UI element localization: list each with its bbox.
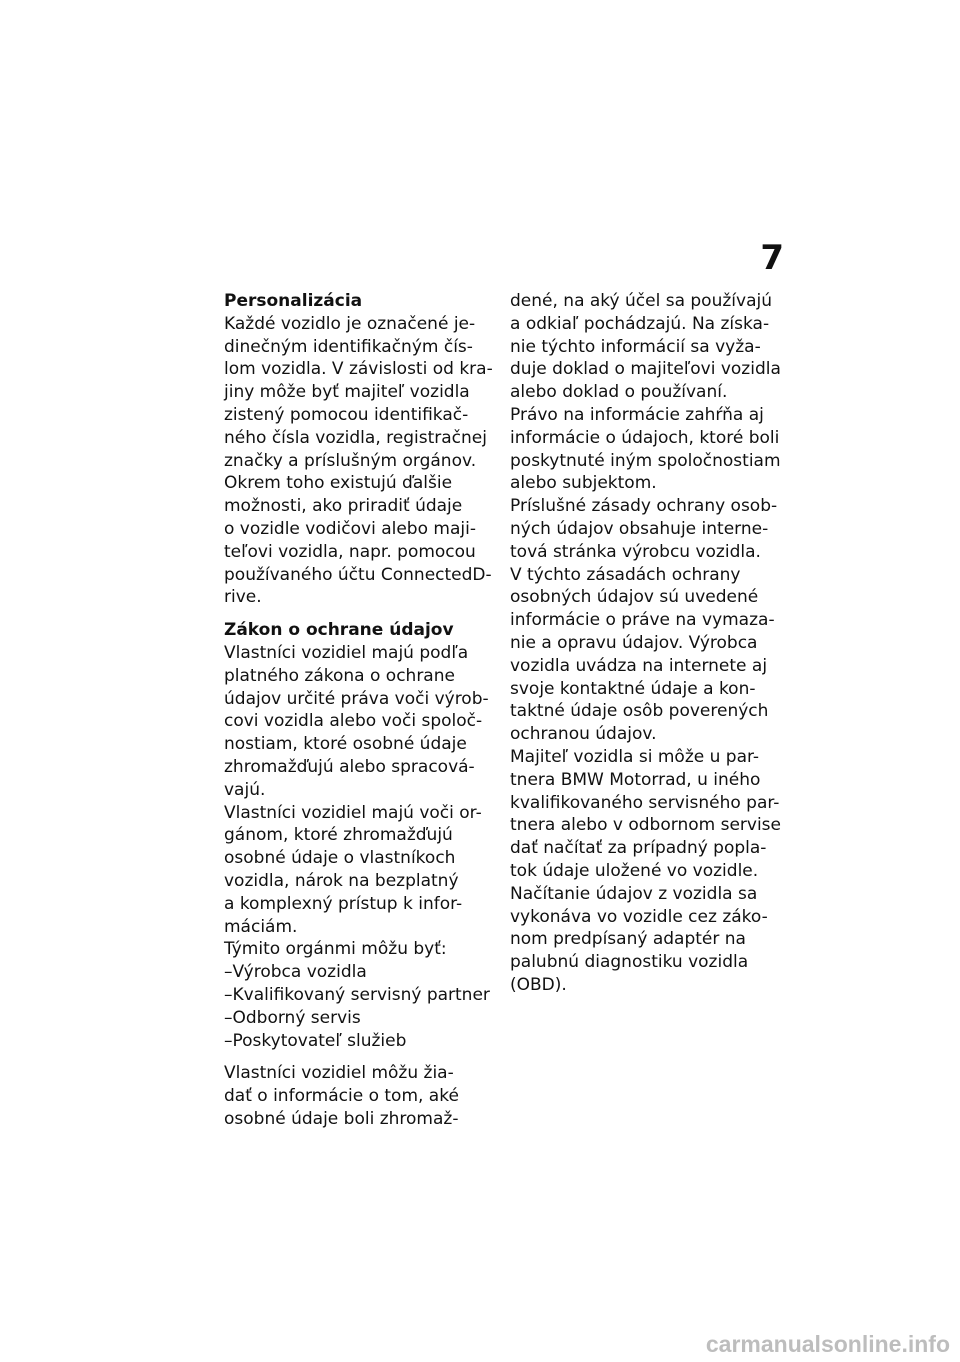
paragraph-line: teľovi vozidla, napr. pomocou (224, 541, 476, 562)
paragraph-line: dať o informácie o tom, aké (224, 1086, 459, 1107)
paragraph-line: a komplexný prístup k infor- (224, 893, 463, 914)
paragraph-line: rive. (224, 587, 262, 608)
paragraph-line: tnera alebo v odbornom servise (510, 815, 781, 836)
paragraph-line: vozidla uvádza na internete aj (510, 655, 768, 676)
paragraph-line: Okrem toho existujú ďalšie (224, 473, 453, 494)
paragraph-line: Načítanie údajov z vozidla sa (510, 883, 758, 904)
paragraph-line: Týmito orgánmi môžu byť: (224, 939, 447, 960)
paragraph-line: dinečným identifikačným čís- (224, 336, 473, 357)
paragraph-line: Každé vozidlo je označené je- (224, 313, 476, 334)
list-item: –Poskytovateľ služieb (224, 1030, 407, 1051)
paragraph-line: ochranou údajov. (510, 724, 657, 745)
authorities-list (224, 961, 494, 1052)
list-item: –Výrobca vozidla (224, 962, 367, 983)
paragraph-line: osobných údajov sú uvedené (510, 587, 759, 608)
section-heading: Personalizácia (224, 291, 363, 311)
paragraph-line: poskytnuté iným spoločnostiam (510, 450, 781, 471)
paragraph-line: dené, na aký účel sa používajú (510, 291, 772, 311)
paragraph-line: svoje kontaktné údaje a kon- (510, 678, 756, 699)
paragraph-line: ného čísla vozidla, registračnej (224, 427, 487, 448)
paragraph-line: V týchto zásadách ochrany (510, 564, 741, 585)
paragraph-line: kvalifikovaného servisného par- (510, 792, 780, 813)
paragraph-line: Príslušné zásady ochrany osob- (510, 496, 778, 517)
page-number: 7 (760, 238, 784, 278)
paragraph-line: covi vozidla alebo voči spoloč- (224, 711, 483, 732)
paragraph-line: ných údajov obsahuje interne- (510, 518, 769, 539)
paragraph-line: tová stránka výrobcu vozidla. (510, 541, 761, 562)
paragraph-line: zistený pomocou identifikač- (224, 404, 469, 425)
paragraph-line: duje doklad o majiteľovi vozidla (510, 359, 781, 380)
paragraph-line: a odkiaľ pochádzajú. Na získa- (510, 313, 770, 334)
paragraph-line: používaného účtu ConnectedD- (224, 564, 492, 585)
paragraph-line: Vlastníci vozidiel majú voči or- (224, 802, 482, 823)
section-gap (224, 609, 494, 619)
paragraph-line: nie týchto informácií sa vyža- (510, 336, 761, 357)
section-heading: Zákon o ochrane údajov (224, 620, 454, 641)
paragraph-line: dať načítať za prípadný popla- (510, 838, 767, 859)
paragraph-line: Vlastníci vozidiel môžu žia- (224, 1063, 454, 1084)
paragraph-line: máciám. (224, 916, 298, 937)
paragraph-line: zhromažďujú alebo spracová- (224, 756, 475, 777)
paragraph-line: jiny môže byť majiteľ vozidla (224, 382, 470, 403)
paragraph-line: nie a opravu údajov. Výrobca (510, 632, 758, 653)
paragraph-line: gánom, ktoré zhromažďujú (224, 825, 453, 846)
paragraph-line: palubnú diagnostiku vozidla (510, 952, 749, 973)
paragraph-line: platného zákona o ochrane (224, 665, 455, 686)
paragraph-line: Majiteľ vozidla si môže u par- (510, 746, 760, 767)
paragraph-line: tok údaje uložené vo vozidle. (510, 860, 759, 881)
paragraph-line: značky a príslušným orgánov. (224, 450, 477, 471)
list-item: –Odborný servis (224, 1007, 361, 1028)
section-personalization (224, 290, 494, 609)
paragraph-line: nom predpísaný adaptér na (510, 929, 746, 950)
list-item: –Kvalifikovaný servisný partner (224, 984, 490, 1005)
paragraph-line: nostiam, ktoré osobné údaje (224, 734, 467, 755)
left-column (224, 290, 494, 1131)
paragraph-line: o vozidle vodičovi alebo maji- (224, 518, 476, 539)
paragraph-line: vajú. (224, 779, 266, 800)
paragraph-line: lom vozidla. V závislosti od kra- (224, 359, 493, 380)
section-data-protection-law (224, 619, 494, 1131)
paragraph-gap (224, 1052, 494, 1062)
paragraph-line: alebo subjektom. (510, 473, 657, 494)
paragraph-line: osobné údaje boli zhromaž- (224, 1108, 459, 1129)
paragraph-line: taktné údaje osôb poverených (510, 701, 769, 722)
paragraph-line: (OBD). (510, 974, 567, 995)
footer-watermark: carmanualsonline.info (705, 1331, 950, 1357)
paragraph-line: Právo na informácie zahŕňa aj (510, 404, 764, 425)
paragraph-line: informácie o práve na vymaza- (510, 610, 775, 631)
right-column (510, 290, 780, 997)
paragraph-line: vykonáva vo vozidle cez záko- (510, 906, 768, 927)
paragraph-line: údajov určité práva voči výrob- (224, 688, 489, 709)
paragraph-line: vozidla, nárok na bezplatný (224, 870, 459, 891)
paragraph-line: Vlastníci vozidiel majú podľa (224, 642, 469, 663)
paragraph-line: osobné údaje o vlastníkoch (224, 848, 456, 869)
paragraph-line: informácie o údajoch, ktoré boli (510, 427, 780, 448)
paragraph-line: možnosti, ako priradiť údaje (224, 496, 463, 517)
paragraph-line: tnera BMW Motorrad, u iného (510, 769, 761, 790)
paragraph-line: alebo doklad o používaní. (510, 382, 728, 403)
